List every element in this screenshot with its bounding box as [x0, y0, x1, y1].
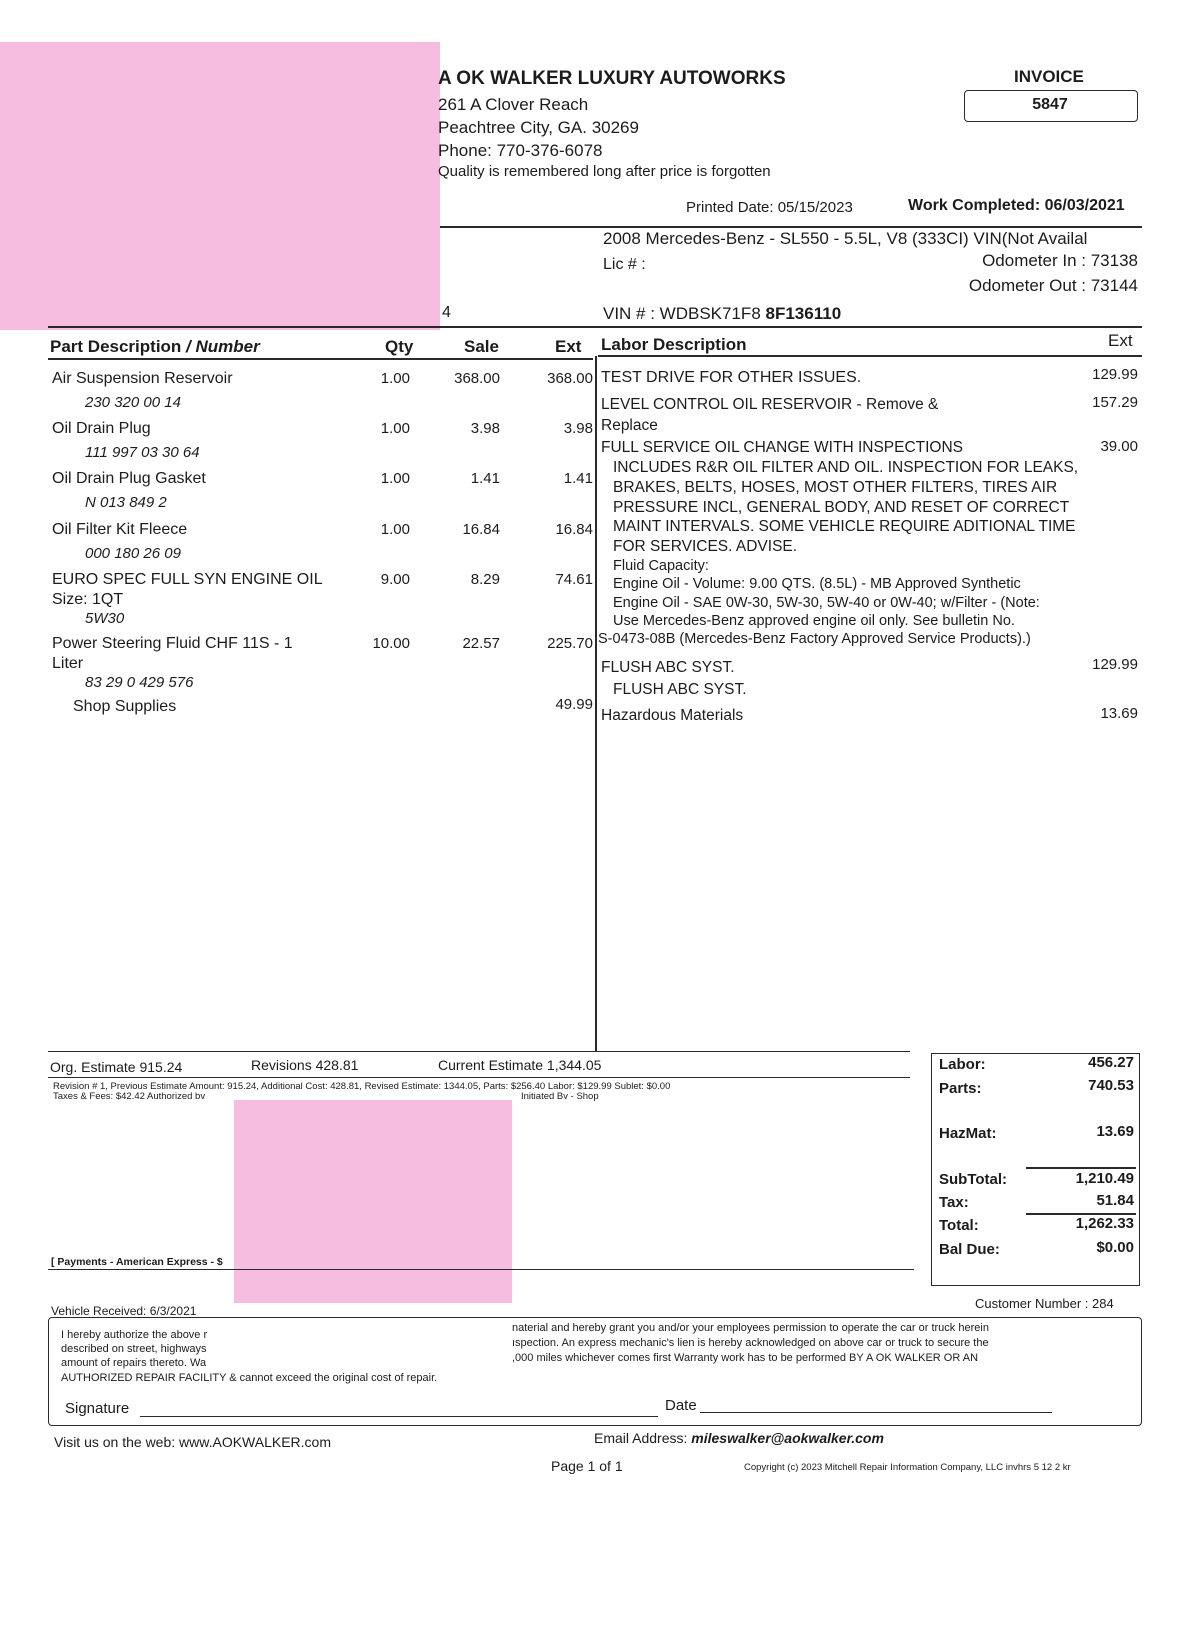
totals-parts: 740.53: [1088, 1077, 1134, 1094]
part-qty: 9.00: [380, 571, 410, 588]
part-desc-line2: Liter: [52, 655, 84, 672]
hazmat-ext: 13.69: [1100, 705, 1138, 722]
part-desc: Oil Filter Kit Fleece: [52, 521, 188, 538]
printed-date: Printed Date: 05/15/2023: [686, 199, 853, 216]
part-ext: 16.84: [555, 521, 593, 538]
odometer-out: Odometer Out : 73144: [968, 276, 1138, 295]
labor-note-line: PRESSURE INCL, GENERAL BODY, AND RESET OF CORRECT: [613, 499, 1070, 516]
part-sale: 16.84: [462, 521, 500, 538]
customer-number: Customer Number : 284: [975, 1296, 1114, 1311]
revision-detail-2b: Initiated Bv - Shop: [521, 1091, 599, 1102]
vin-serial: 8F136110: [765, 304, 842, 323]
table-top-rule: [48, 326, 1142, 328]
hazmat-line: Hazardous Materials: [601, 707, 744, 724]
parts-header-sale: Sale: [464, 337, 499, 356]
footer-email: [594, 1430, 884, 1446]
date-label: Date: [665, 1397, 697, 1414]
part-number: 111 997 03 30 64: [85, 444, 200, 461]
signature-label: Signature: [65, 1400, 130, 1417]
part-sale: 3.98: [470, 420, 500, 437]
totals-baldue-label: Bal Due:: [939, 1241, 1000, 1258]
part-ext: 225.70: [547, 635, 593, 652]
email-address: mileswalker@aokwalker.com: [691, 1430, 884, 1446]
vin: [603, 304, 841, 324]
labor-line: TEST DRIVE FOR OTHER ISSUES.: [601, 369, 862, 386]
totals-subtotal: 1,210.49: [1075, 1170, 1134, 1187]
labor-line: FULL SERVICE OIL CHANGE WITH INSPECTIONS: [601, 439, 964, 456]
part-number: 83 29 0 429 576: [85, 674, 194, 691]
part-number: 230 320 00 14: [85, 394, 181, 411]
labor-note-line: FLUSH ABC SYST.: [613, 681, 747, 698]
part-desc: Oil Drain Plug Gasket: [52, 470, 206, 487]
parts-header-ext: Ext: [555, 337, 582, 356]
part-qty: 10.00: [372, 635, 410, 652]
part-qty: 1.00: [380, 420, 410, 437]
auth-text-left-1: I hereby authorize the above r: [61, 1329, 208, 1341]
fluid-line: Engine Oil - SAE 0W-30, 5W-30, 5W-40 or 0W-40; w/Filter - (Note:: [613, 595, 1040, 611]
totals-parts-label: Parts:: [939, 1080, 982, 1097]
labor-header-ext: Ext: [1108, 331, 1133, 350]
part-qty: 1.00: [380, 370, 410, 387]
vin-label: VIN # : WDBSK71F8: [603, 304, 761, 323]
labor-note-line: BRAKES, BELTS, HOSES, MOST OTHER FILTERS, TIRES AIR: [613, 479, 1058, 496]
current-estimate: Current Estimate 1,344.05: [438, 1057, 602, 1073]
labor-ext: 157.29: [1092, 394, 1138, 411]
redaction-block-bottom: [234, 1100, 512, 1303]
subtotal-rule: [1026, 1167, 1136, 1169]
labor-line-cont: Replace: [601, 417, 658, 434]
invoice-number: 5847: [1032, 96, 1068, 113]
shop-supplies-label: Shop Supplies: [73, 698, 177, 715]
part-sale: 1.41: [470, 470, 500, 487]
payments-rule: [48, 1269, 914, 1270]
part-number: N 013 849 2: [85, 494, 167, 511]
shop-phone: Phone: 770-376-6078: [438, 141, 603, 160]
auth-text-right-2: ıspection. An express mechanic's lien is hereby acknowledged on above car or truck to secure the: [512, 1337, 989, 1349]
copyright: Copyright (c) 2023 Mitchell Repair Information Company, LLC invhrs 5 12 2 kr: [744, 1462, 1071, 1473]
labor-header-desc: Labor Description: [601, 335, 747, 354]
part-ext: 74.61: [555, 571, 593, 588]
part-ext: 368.00: [547, 370, 593, 387]
estimate-underline: [48, 1077, 910, 1078]
part-ext: 3.98: [563, 420, 593, 437]
revision-detail-1: Revision # 1, Previous Estimate Amount: 915.24, Additional Cost: 428.81, Revised Estimate: 1344.05, Parts: $256.40 Labor: $129.99 Sublet: $0.00: [53, 1081, 671, 1092]
work-completed: Work Completed: 06/03/2021: [908, 197, 1125, 214]
page-indicator: Page 1 of 1: [551, 1458, 623, 1474]
fluid-line: Fluid Capacity:: [613, 558, 709, 574]
parts-header-desc: Part Description / Number: [50, 337, 260, 356]
header-divider: [440, 226, 1142, 228]
part-ext: 1.41: [563, 470, 593, 487]
auth-text-right-1: naterial and hereby grant you and/or your employees permission to operate the car or truck herein: [512, 1322, 989, 1334]
labor-ext: 129.99: [1092, 366, 1138, 383]
vehicle-received: Vehicle Received: 6/3/2021: [51, 1304, 197, 1318]
stray-digit: 4: [442, 304, 451, 321]
license-label: Lic # :: [603, 256, 646, 273]
labor-ext: 39.00: [1100, 438, 1138, 455]
totals-subtotal-label: SubTotal:: [939, 1171, 1008, 1188]
part-qty: 1.00: [380, 521, 410, 538]
fluid-line: S-0473-08B (Mercedes-Benz Factory Approved Service Products).): [598, 631, 1031, 647]
labor-header-rule: [598, 355, 1142, 357]
labor-line: FLUSH ABC SYST.: [601, 659, 735, 676]
labor-note-line: INCLUDES R&R OIL FILTER AND OIL. INSPECTION FOR LEAKS,: [613, 459, 1079, 476]
estimate-top-rule: [48, 1051, 910, 1052]
parts-header-qty: Qty: [385, 337, 414, 356]
payments-line: [ Payments - American Express - $: [51, 1256, 223, 1268]
revision-detail-2a: Taxes & Fees: $42.42 Authorized bv: [53, 1091, 206, 1102]
part-number: 000 180 26 09: [85, 545, 181, 562]
totals-hazmat-label: HazMat:: [939, 1125, 997, 1142]
shop-address-line2: Peachtree City, GA. 30269: [438, 118, 639, 137]
part-desc: Oil Drain Plug: [52, 420, 151, 437]
part-qty: 1.00: [380, 470, 410, 487]
totals-labor-label: Labor:: [939, 1056, 986, 1073]
shop-name: A OK WALKER LUXURY AUTOWORKS: [438, 68, 786, 89]
column-divider: [595, 356, 597, 1051]
org-estimate: Org. Estimate 915.24: [50, 1059, 183, 1075]
part-sale: 8.29: [470, 571, 500, 588]
revisions: Revisions 428.81: [251, 1057, 359, 1073]
shop-address-line1: 261 A Clover Reach: [438, 95, 589, 114]
totals-baldue: $0.00: [1096, 1239, 1134, 1256]
odometer-in: Odometer In : 73138: [982, 251, 1138, 270]
labor-line: LEVEL CONTROL OIL RESERVOIR - Remove &: [601, 396, 939, 413]
auth-text-left-4: AUTHORIZED REPAIR FACILITY & cannot exceed the original cost of repair.: [61, 1372, 438, 1384]
fluid-line: Engine Oil - Volume: 9.00 QTS. (8.5L) - MB Approved Synthetic: [613, 576, 1021, 592]
labor-note-line: FOR SERVICES. ADVISE.: [613, 538, 798, 555]
labor-ext: 129.99: [1092, 656, 1138, 673]
redaction-block-top: [0, 42, 440, 330]
email-label: Email Address:: [594, 1430, 692, 1446]
part-desc: Air Suspension Reservoir: [52, 370, 233, 387]
totals-labor: 456.27: [1088, 1054, 1134, 1071]
part-desc: Power Steering Fluid CHF 11S - 1: [52, 635, 293, 652]
totals-tax: 51.84: [1096, 1192, 1134, 1209]
part-desc: EURO SPEC FULL SYN ENGINE OIL: [52, 571, 323, 588]
shop-tagline: Quality is remembered long after price is forgotten: [438, 163, 771, 180]
auth-text-right-3: ,000 miles whichever comes first Warranty work has to be performed BY A OK WALKER OR AN: [512, 1352, 979, 1364]
part-sale: 368.00: [454, 370, 500, 387]
totals-hazmat: 13.69: [1096, 1123, 1134, 1140]
part-desc-line2: Size: 1QT: [52, 591, 124, 608]
fluid-line: Use Mercedes-Benz approved engine oil only. See bulletin No.: [613, 613, 1015, 629]
labor-note-line: MAINT INTERVALS. SOME VEHICLE REQUIRE ADITIONAL TIME: [613, 518, 1076, 535]
footer-web: Visit us on the web: www.AOKWALKER.com: [54, 1434, 331, 1450]
signature-line[interactable]: [140, 1416, 658, 1417]
totals-total: 1,262.33: [1075, 1215, 1134, 1232]
date-line[interactable]: [700, 1412, 1052, 1413]
shop-supplies-ext: 49.99: [555, 696, 593, 713]
invoice-label: INVOICE: [1014, 67, 1084, 86]
part-sale: 22.57: [462, 635, 500, 652]
totals-tax-label: Tax:: [939, 1194, 969, 1211]
totals-total-label: Total:: [939, 1217, 979, 1234]
vehicle-description: 2008 Mercedes-Benz - SL550 - 5.5L, V8 (333CI) VIN(Not Availal: [603, 229, 1088, 248]
parts-header-rule: [48, 358, 593, 360]
part-number: 5W30: [85, 610, 125, 627]
auth-text-left-2: described on street, highways: [61, 1343, 207, 1355]
auth-text-left-3: amount of repairs thereto. Wa: [61, 1357, 207, 1369]
